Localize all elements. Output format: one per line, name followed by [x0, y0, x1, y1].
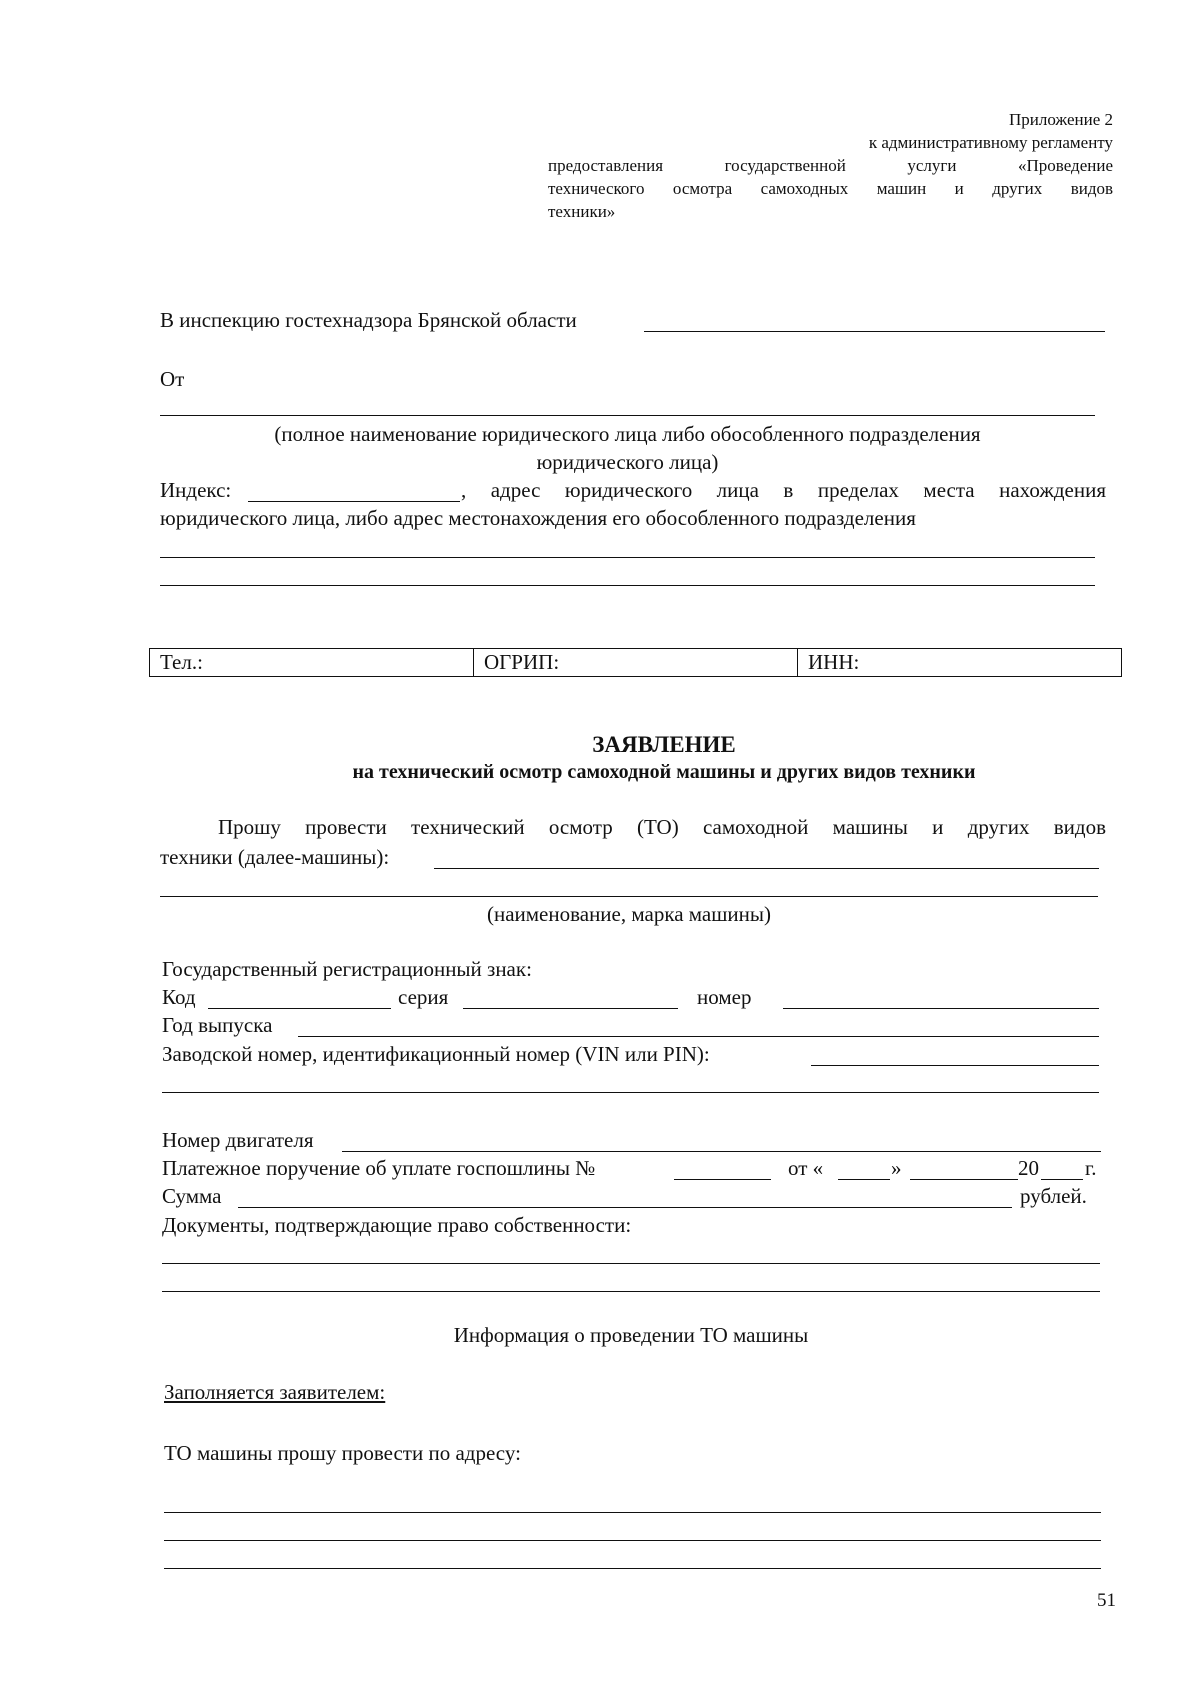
engine-field[interactable]	[342, 1151, 1101, 1152]
address-label: , адрес юридического лица в пределах места нахождения	[461, 478, 1106, 502]
addressee-from: От	[160, 367, 185, 391]
number-label: номер	[697, 985, 752, 1009]
number-field[interactable]	[783, 1008, 1099, 1009]
payment-month-field[interactable]	[910, 1179, 1018, 1180]
payment-label: Платежное поручение об уплате госпошлины №	[162, 1156, 596, 1180]
phone-cell[interactable]: Тел.:	[150, 649, 474, 676]
payment-from-label: от «	[788, 1156, 824, 1180]
vin-field[interactable]	[162, 1092, 1099, 1093]
approval-line: техники»	[548, 202, 616, 221]
payment-quote-close: »	[891, 1156, 902, 1180]
applicant-name-caption: (полное наименование юридического лица либо обособленного подразделения	[274, 422, 981, 446]
sum-field[interactable]	[238, 1207, 1012, 1208]
year-field[interactable]	[298, 1036, 1099, 1037]
machine-name-field[interactable]	[434, 868, 1099, 869]
machine-name-caption: (наименование, марка машины)	[486, 902, 772, 926]
ownership-field[interactable]	[162, 1263, 1100, 1264]
address-field[interactable]	[160, 557, 1095, 558]
approval-block	[548, 108, 1113, 223]
code-label: Код	[162, 985, 196, 1009]
series-label: серия	[398, 985, 449, 1009]
reg-sign-label: Государственный регистрационный знак:	[162, 957, 532, 981]
inn-cell[interactable]: ИНН:	[808, 650, 860, 674]
year-label: Год выпуска	[162, 1013, 273, 1037]
request-text-cont: техники (далее-машины):	[160, 845, 390, 869]
index-field[interactable]	[248, 501, 460, 502]
request-text: Прошу провести технический осмотр (ТО) самоходной машины и других видов	[218, 815, 1106, 839]
to-address-field[interactable]	[164, 1568, 1101, 1569]
to-address-field[interactable]	[164, 1512, 1101, 1513]
address-field[interactable]	[160, 585, 1095, 586]
info-title: Информация о проведении ТО машины	[453, 1323, 809, 1347]
addressee-to-field[interactable]	[644, 331, 1105, 332]
to-address-label: ТО машины прошу провести по адресу:	[164, 1441, 521, 1465]
engine-label: Номер двигателя	[162, 1128, 314, 1152]
machine-name-field[interactable]	[160, 896, 1098, 897]
series-field[interactable]	[463, 1008, 678, 1009]
payment-day-field[interactable]	[838, 1179, 890, 1180]
ownership-field[interactable]	[162, 1291, 1100, 1292]
document-subtitle: на технический осмотр самоходной машины и других видов техники	[352, 761, 976, 783]
approval-line: к административному регламенту	[868, 133, 1113, 152]
rubles-label: рублей.	[1020, 1184, 1087, 1208]
vin-label: Заводской номер, идентификационный номер (VIN или PIN):	[162, 1042, 710, 1066]
payment-year-prefix: 20	[1018, 1156, 1039, 1180]
approval-line: Приложение 2	[1009, 110, 1113, 129]
approval-line: технического осмотра самоходных машин и других видов	[548, 179, 1113, 198]
page-number: 51	[1097, 1590, 1116, 1611]
payment-number-field[interactable]	[674, 1179, 771, 1180]
ogrip-cell[interactable]: ОГРИП:	[474, 649, 798, 676]
sum-label: Сумма	[162, 1184, 222, 1208]
address-label-cont: юридического лица, либо адрес местонахождения его обособленного подразделения	[160, 506, 916, 530]
payment-year-field[interactable]	[1041, 1179, 1083, 1180]
applicant-name-caption: юридического лица)	[536, 450, 719, 474]
contacts-table	[149, 648, 1122, 677]
addressee-to: В инспекцию гостехнадзора Брянской области	[160, 308, 577, 332]
payment-year-suffix: г.	[1085, 1156, 1097, 1180]
approval-line: предоставления государственной услуги «Проведение	[548, 156, 1113, 175]
ownership-label: Документы, подтверждающие право собственности:	[162, 1213, 632, 1237]
vin-field[interactable]	[811, 1065, 1099, 1066]
to-address-field[interactable]	[164, 1540, 1101, 1541]
index-label: Индекс:	[160, 478, 232, 502]
code-field[interactable]	[208, 1008, 391, 1009]
document-title: ЗАЯВЛЕНИЕ	[592, 732, 736, 757]
applicant-name-field[interactable]	[160, 415, 1095, 416]
filled-by-label: Заполняется заявителем:	[164, 1380, 386, 1404]
